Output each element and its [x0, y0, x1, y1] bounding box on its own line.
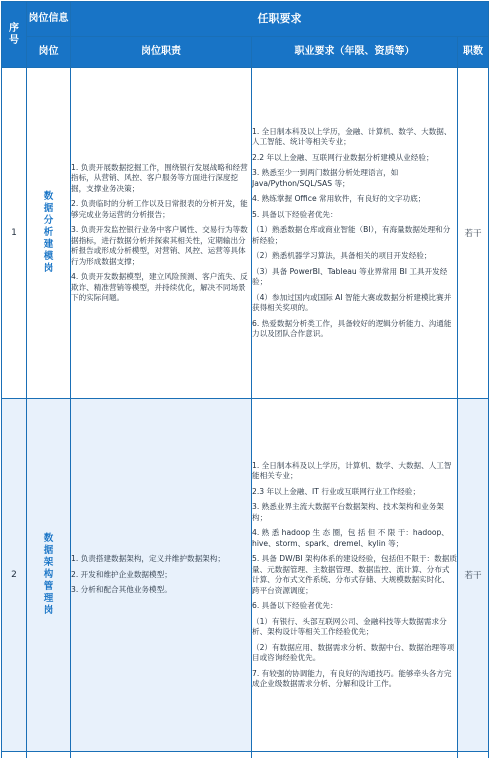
requirement-item: （4）参加过国内或国际 AI 智能大赛或数据分析建模比赛并获得相关奖项的。 — [252, 292, 452, 312]
duty-item: 2. 开发和维护企业数据模型； — [71, 569, 172, 579]
row-count: 若干 — [458, 399, 489, 752]
requirement-item: 2.3 年以上金融、IT 行业或互联网行业工作经验； — [252, 486, 421, 496]
header-count: 职数 — [458, 37, 489, 68]
row-seq: 2 — [2, 399, 27, 752]
duty-item: 3. 分析和配合其他业务模型。 — [71, 585, 172, 595]
row-cell — [2, 752, 27, 758]
requirement-item: 3. 熟悉业界主流大数据平台数据架构、技术架构和业务架构； — [252, 502, 444, 522]
row-duties — [71, 68, 252, 399]
row-position: 数据架构管理岗 — [27, 399, 71, 752]
duty-item: 4. 负责开发数据模型，建立风险预测、客户流失、反欺诈、精准营销等模型，并持续优化，解决不同场景下的实际问题。 — [71, 272, 248, 302]
table-row — [2, 399, 489, 752]
requirement-item: （2）有数据应用、数据需求分析、数据中台、数据治理等项目或咨询经验优先。 — [252, 642, 455, 662]
row-cell — [252, 752, 458, 758]
header-position-info: 岗位信息 — [27, 2, 71, 37]
header-seq: 序号 — [2, 2, 27, 68]
requirement-item: （1）熟悉数据仓库或商业智能（BI），有海量数据处理和分析经验； — [252, 225, 451, 245]
duty-item: 3. 负责开发监控银行业务中客户属性、交易行为等数据指标，进行数据分析并探索其相关性，定期输出分析报告或形成分析模型，对营销、风控、运营等具体行为形成数据支撑； — [71, 225, 248, 266]
row-cell — [458, 752, 489, 758]
duty-item: 1. 负责搭建数据架构，定义并维护数据架构； — [71, 554, 225, 564]
requirement-item: 1. 全日制本科及以上学历，计算机、数学、大数据、人工智能相关专业； — [252, 460, 452, 480]
header-row-bottom — [2, 37, 489, 68]
row-requirements — [252, 399, 458, 752]
header-duties: 岗位职责 — [71, 37, 252, 68]
row-duties — [71, 399, 252, 752]
requirement-item: （3）具备 PowerBI、Tableau 等业界常用 BI 工具开发经验； — [252, 266, 448, 286]
requirement-item: 5. 具备以下经验者优先： — [252, 209, 338, 219]
table-row — [2, 68, 489, 399]
job-requirements-table — [1, 1, 489, 758]
duty-item: 1. 负责开展数据挖掘工作，围绕银行发展战略和经营指标，从营销、风控、客户服务等方面进行深度挖掘，支撑业务决策； — [71, 162, 248, 193]
duty-item: 2. 负责临时的分析工作以及日常报表的分析开发，能够完成业务运营的分析报告； — [71, 199, 248, 219]
row-cell — [27, 752, 71, 758]
requirement-item: 2.2 年以上金融、互联网行业数据分析建模从业经验； — [252, 152, 434, 162]
requirement-item: 6. 具备以下经验者优先： — [252, 601, 338, 610]
requirement-item: 6. 热爱数据分析类工作，具备较好的逻辑分析能力、沟通能力以及团队合作意识。 — [252, 318, 452, 338]
requirement-item: （2）熟悉机器学习算法，具备相关的项目开发经验； — [252, 251, 432, 260]
requirement-item: 5. 具备 DW/BI 架构体系的建设经验，包括但不限于：数据质量、元数据管理、主数据管理、数据监控、流计算、分布式计算、分布式文件系统、分布式存储、大规模数据实时化、跨平台资源调度； — [252, 554, 457, 595]
requirement-item: 3. 熟悉至少一到两门数据分析处理语言，如 Java/Python/SQL/SAS 等； — [252, 168, 399, 188]
header-row-top — [2, 2, 489, 37]
row-requirements — [252, 68, 458, 399]
row-position: 数据分析建模岗 — [27, 68, 71, 399]
requirement-item: 4. 熟 悉 hadoop 生 态 圈，包 括 但 不 限 于：hadoop、hive、storm、spark、dremel、kylin 等； — [252, 528, 449, 548]
header-qualifications: 职业要求（年限、资质等） — [252, 37, 458, 68]
requirement-item: （1）有银行、头部互联网公司、金融科技等大数据需求分析、架构设计等相关工作经验优先； — [252, 616, 447, 636]
table-row-continued — [2, 752, 489, 758]
header-position: 岗位 — [27, 37, 71, 68]
requirement-item: 4. 熟练掌握 Office 常用软件，有良好的文字功底； — [252, 194, 426, 203]
requirement-item: 7. 有较强的协调能力，有良好的沟通技巧。能够牵头各方完成企业级数据需求分析、分解和设计工作。 — [252, 668, 452, 688]
row-count: 若干 — [458, 68, 489, 399]
row-cell — [71, 752, 252, 758]
row-seq: 1 — [2, 68, 27, 399]
requirement-item: 1. 全日制本科及以上学历，金融、计算机、数学、大数据、人工智能、统计等相关专业； — [252, 126, 452, 146]
header-requirements: 任职要求 — [71, 2, 489, 37]
